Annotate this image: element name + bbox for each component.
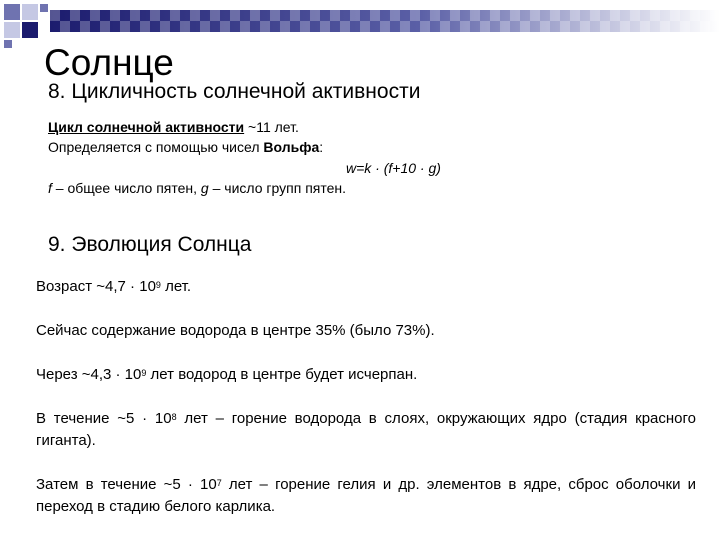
- var-f: f: [48, 179, 52, 196]
- section-8-heading: 8. Цикличность солнечной активности: [48, 80, 421, 103]
- age-line: [36, 276, 696, 298]
- white-dwarf-paragraph: [36, 474, 696, 518]
- gradient-bar-decoration: [50, 10, 720, 32]
- exhaust-exponent: 9: [141, 368, 147, 378]
- square-icon: [4, 4, 20, 20]
- section-9-body: [36, 276, 696, 518]
- legend-mid: – общее число пятен,: [51, 179, 201, 196]
- wolf-prefix: Определяется с помощью чисел: [48, 139, 264, 156]
- square-icon: [40, 4, 48, 12]
- square-icon: [4, 40, 12, 48]
- wolf-formula: w=k · (f+10 · g): [346, 159, 441, 176]
- cycle-term: Цикл солнечной активности: [48, 119, 245, 135]
- age-prefix: Возраст ~4,7 · 10: [36, 278, 156, 295]
- dwarf-suffix: лет – горение гелия и др. элементов в ядре, сброс оболочки и переход в стадию белого карлика.: [36, 476, 696, 515]
- section-8-body: [48, 117, 668, 198]
- legend-end: – число групп пятен.: [208, 179, 347, 196]
- age-exponent: 9: [155, 280, 161, 290]
- hydrogen-line: Сейчас содержание водорода в центре 35% (было 73%).: [36, 322, 435, 339]
- wolf-line: [48, 137, 668, 157]
- exhaust-suffix: лет водород в центре будет исчерпан.: [146, 366, 418, 383]
- var-g: g: [200, 179, 209, 196]
- slide-title: Солнце: [44, 42, 174, 83]
- giant-exponent: 8: [171, 412, 177, 422]
- exhaust-line: [36, 364, 696, 386]
- dwarf-prefix: Затем в течение ~5 · 10: [36, 476, 217, 493]
- dwarf-exponent: 7: [216, 478, 222, 488]
- square-icon: [4, 22, 20, 38]
- giant-suffix: лет – горение водорода в слоях, окружающих ядро (стадия красного гиганта).: [36, 410, 696, 449]
- section-9-heading: 9. Эволюция Солнца: [48, 233, 252, 256]
- exhaust-prefix: Через ~4,3 · 10: [36, 366, 142, 383]
- wolf-suffix: :: [319, 139, 324, 156]
- red-giant-paragraph: [36, 408, 696, 452]
- square-icon: [22, 22, 38, 38]
- cycle-line: [48, 117, 668, 137]
- giant-prefix: В течение ~5 · 10: [36, 410, 172, 427]
- age-suffix: лет.: [160, 278, 192, 295]
- formula-legend: [48, 178, 668, 198]
- cycle-duration: ~11 лет.: [244, 119, 299, 135]
- wolf-name: Вольфа: [263, 139, 320, 156]
- square-icon: [22, 4, 38, 20]
